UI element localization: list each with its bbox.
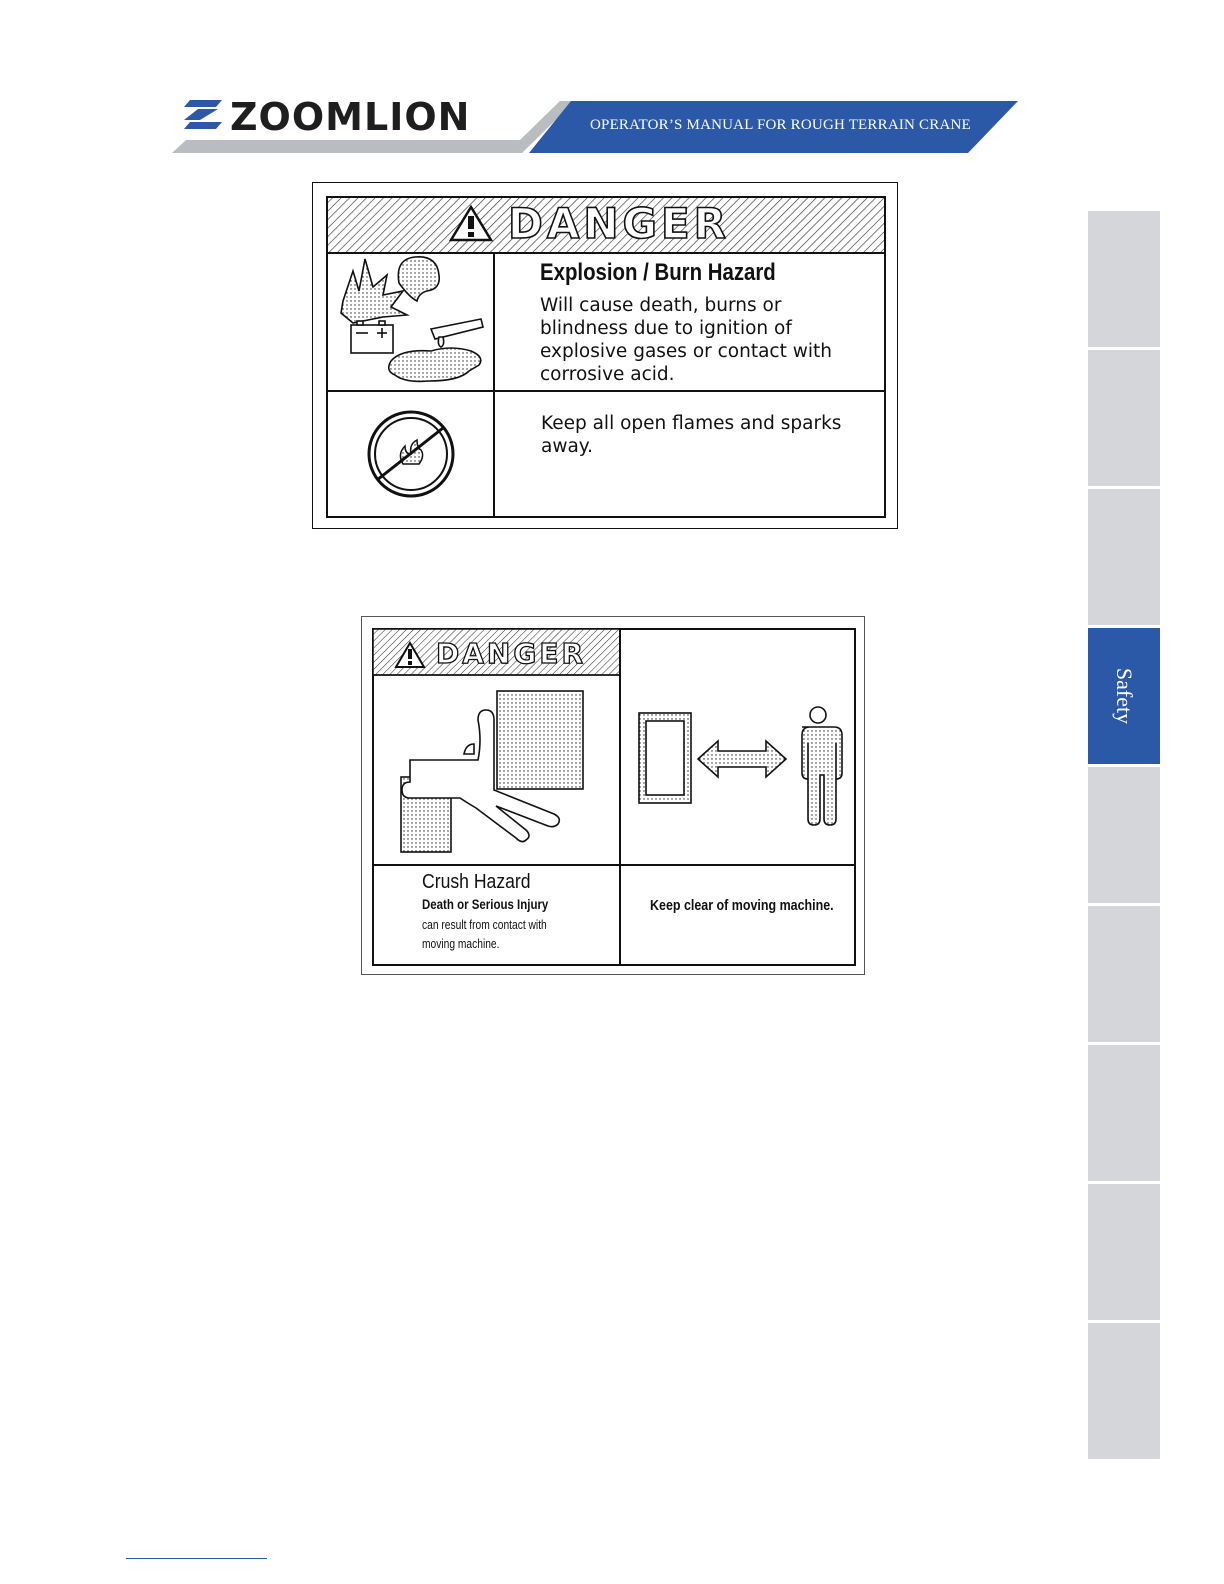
zoomlion-logo-icon	[184, 100, 222, 129]
side-tab-2[interactable]	[1088, 350, 1160, 486]
danger-signal-word: DANGER	[508, 199, 731, 248]
explosion-hazard-instruction: Keep all open flames and sparks away.	[541, 413, 842, 457]
side-tab-9[interactable]	[1088, 1323, 1160, 1459]
side-tab-3[interactable]	[1088, 489, 1160, 625]
brand-logo-text: ZOOMLION	[230, 95, 471, 139]
explosion-hazard-title: Explosion / Burn Hazard	[540, 259, 776, 286]
crush-hazard-instruction: Keep clear of moving machine.	[650, 898, 834, 914]
side-tab-5[interactable]	[1088, 767, 1160, 903]
crush-hazard-subtitle: Death or Serious Injury	[422, 896, 549, 912]
crush-hazard-body: can result from contact with moving machine.	[422, 918, 547, 951]
explosion-hazard-body: Will cause death, burns or blindness due to ignition of explosive gases or contact with corrosive acid.	[540, 295, 832, 385]
manual-title: OPERATOR’S MANUAL FOR ROUGH TERRAIN CRANE	[590, 117, 971, 133]
danger-signal-word: DANGER	[436, 637, 587, 670]
side-tab-safety-label: Safety	[1112, 667, 1137, 725]
crush-hazard-label	[361, 616, 865, 975]
side-tab-1[interactable]	[1088, 211, 1160, 347]
header-banner-graphic	[0, 0, 1224, 170]
side-tab-7[interactable]	[1088, 1045, 1160, 1181]
footer-rule	[126, 1558, 267, 1559]
page-header	[0, 0, 1224, 170]
crush-hazard-title: Crush Hazard	[422, 871, 531, 893]
explosion-hazard-label	[312, 182, 898, 529]
no-open-flame-icon	[369, 412, 453, 496]
side-tab-8[interactable]	[1088, 1184, 1160, 1320]
chapter-side-tabs	[1088, 211, 1160, 1462]
side-tab-safety[interactable]	[1088, 628, 1160, 764]
side-tab-6[interactable]	[1088, 906, 1160, 1042]
